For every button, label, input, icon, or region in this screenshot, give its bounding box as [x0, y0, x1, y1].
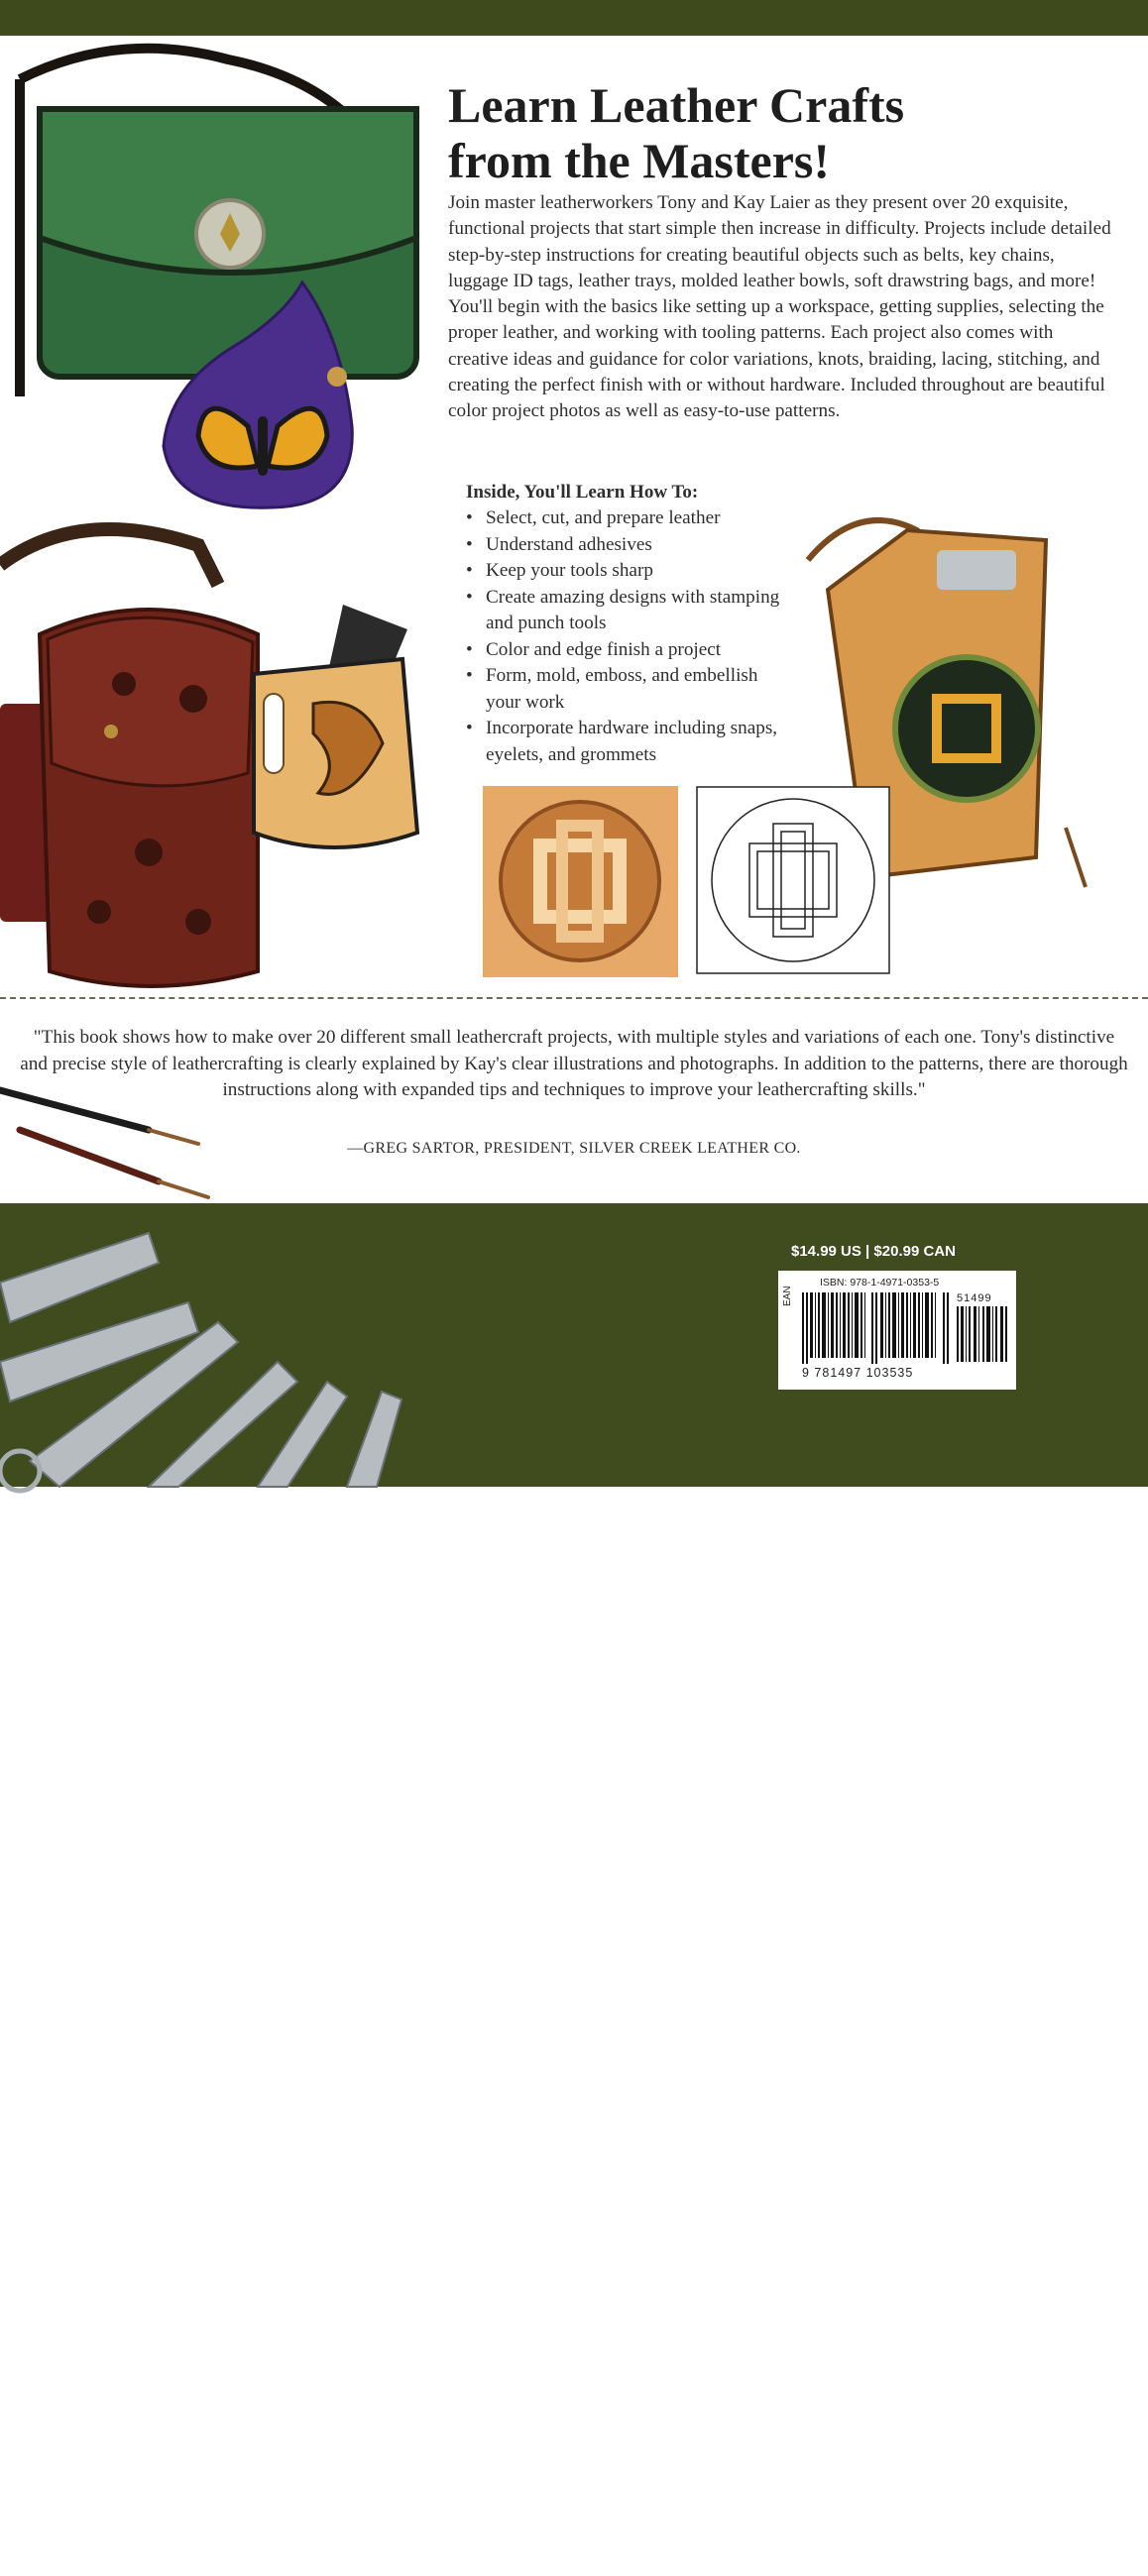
price-label: $14.99 US | $20.99 CAN [791, 1243, 956, 1260]
testimonial-attribution: —GREG SARTOR, PRESIDENT, SILVER CREEK LEATHER CO. [347, 1140, 801, 1157]
ean-label: EAN [782, 1286, 793, 1306]
publisher-url: www.FoxChapelPublishing.com [509, 2561, 651, 2572]
publisher-subtitle: PUBLISHING [521, 2539, 638, 2551]
intro-paragraph: Join master leatherworkers Tony and Kay Laier as they present over 20 exquisite, functional projects that start simple then increase in difficulty. Projects include detailed step-by-step instructions for creating beautiful objects such as belts, key chains, luggage ID tags, leather trays, molded leather bowls, soft drawstring bags, and more! You'll begin with the basics like setting up a workspace, getting supplies, selecting the proper leather, and working with tooling patterns. Each project also comes with creative ideas and guidance for color variations, knots, braiding, lacing, stitching, and creating the perfect finish with or without hardware. Included throughout are beautiful color project photos as well as easy-to-use patterns. [448, 192, 1111, 422]
title-line-2: from the Masters! [448, 133, 831, 188]
learn-list [464, 505, 781, 768]
barcode-number: 9 781497 103535 [802, 1366, 914, 1380]
learn-item: • Color and edge finish a project [464, 637, 781, 664]
title-line-1: Learn Leather Crafts [448, 77, 905, 133]
top-color-band [0, 0, 1148, 36]
learn-item: • Incorporate hardware including snaps, eyelets, and grommets [464, 716, 781, 768]
publisher-name: FOX CHAPEL [519, 2516, 640, 2536]
learn-item: • Keep your tools sharp [464, 558, 781, 585]
barcode-box [778, 1271, 1016, 1390]
fox-icon [506, 2486, 654, 2516]
learn-item: • Understand adhesives [464, 532, 781, 559]
celtic-knot-tooled-sample-image [483, 786, 678, 977]
barcode-bars [802, 1292, 949, 1364]
learn-item: • Select, cut, and prepare leather [464, 505, 781, 532]
testimonial-quote: "This book shows how to make over 20 different small leathercraft projects, with multiple styles and variations of each one. Tony's distinctive and precise style of leathercrafting is clearly explained by Kay's clear illustrations and photographs. In addition to the patterns, there are thorough instructions along with expanded tips and techniques to improve your leathercrafting skills." [20, 1027, 1128, 1100]
leather-stamping-tools-image [0, 1213, 426, 1487]
publisher-logo [466, 2482, 694, 2576]
cover-title [448, 77, 1102, 188]
knife-sheath-image [234, 605, 422, 872]
purple-butterfly-bag-image [154, 278, 382, 515]
isbn-label: ISBN: 978-1-4971-0353-5 [820, 1277, 940, 1288]
supplement-code: 51499 [957, 1292, 992, 1304]
celtic-knot-pattern-drawing [696, 786, 890, 974]
supplement-barcode-bars [957, 1306, 1008, 1362]
learn-item: • Form, mold, emboss, and embellish your work [464, 663, 781, 716]
learn-heading: Inside, You'll Learn How To: [466, 482, 699, 503]
dashed-divider [0, 997, 1148, 999]
learn-item: • Create amazing designs with stamping and punch tools [464, 585, 781, 637]
